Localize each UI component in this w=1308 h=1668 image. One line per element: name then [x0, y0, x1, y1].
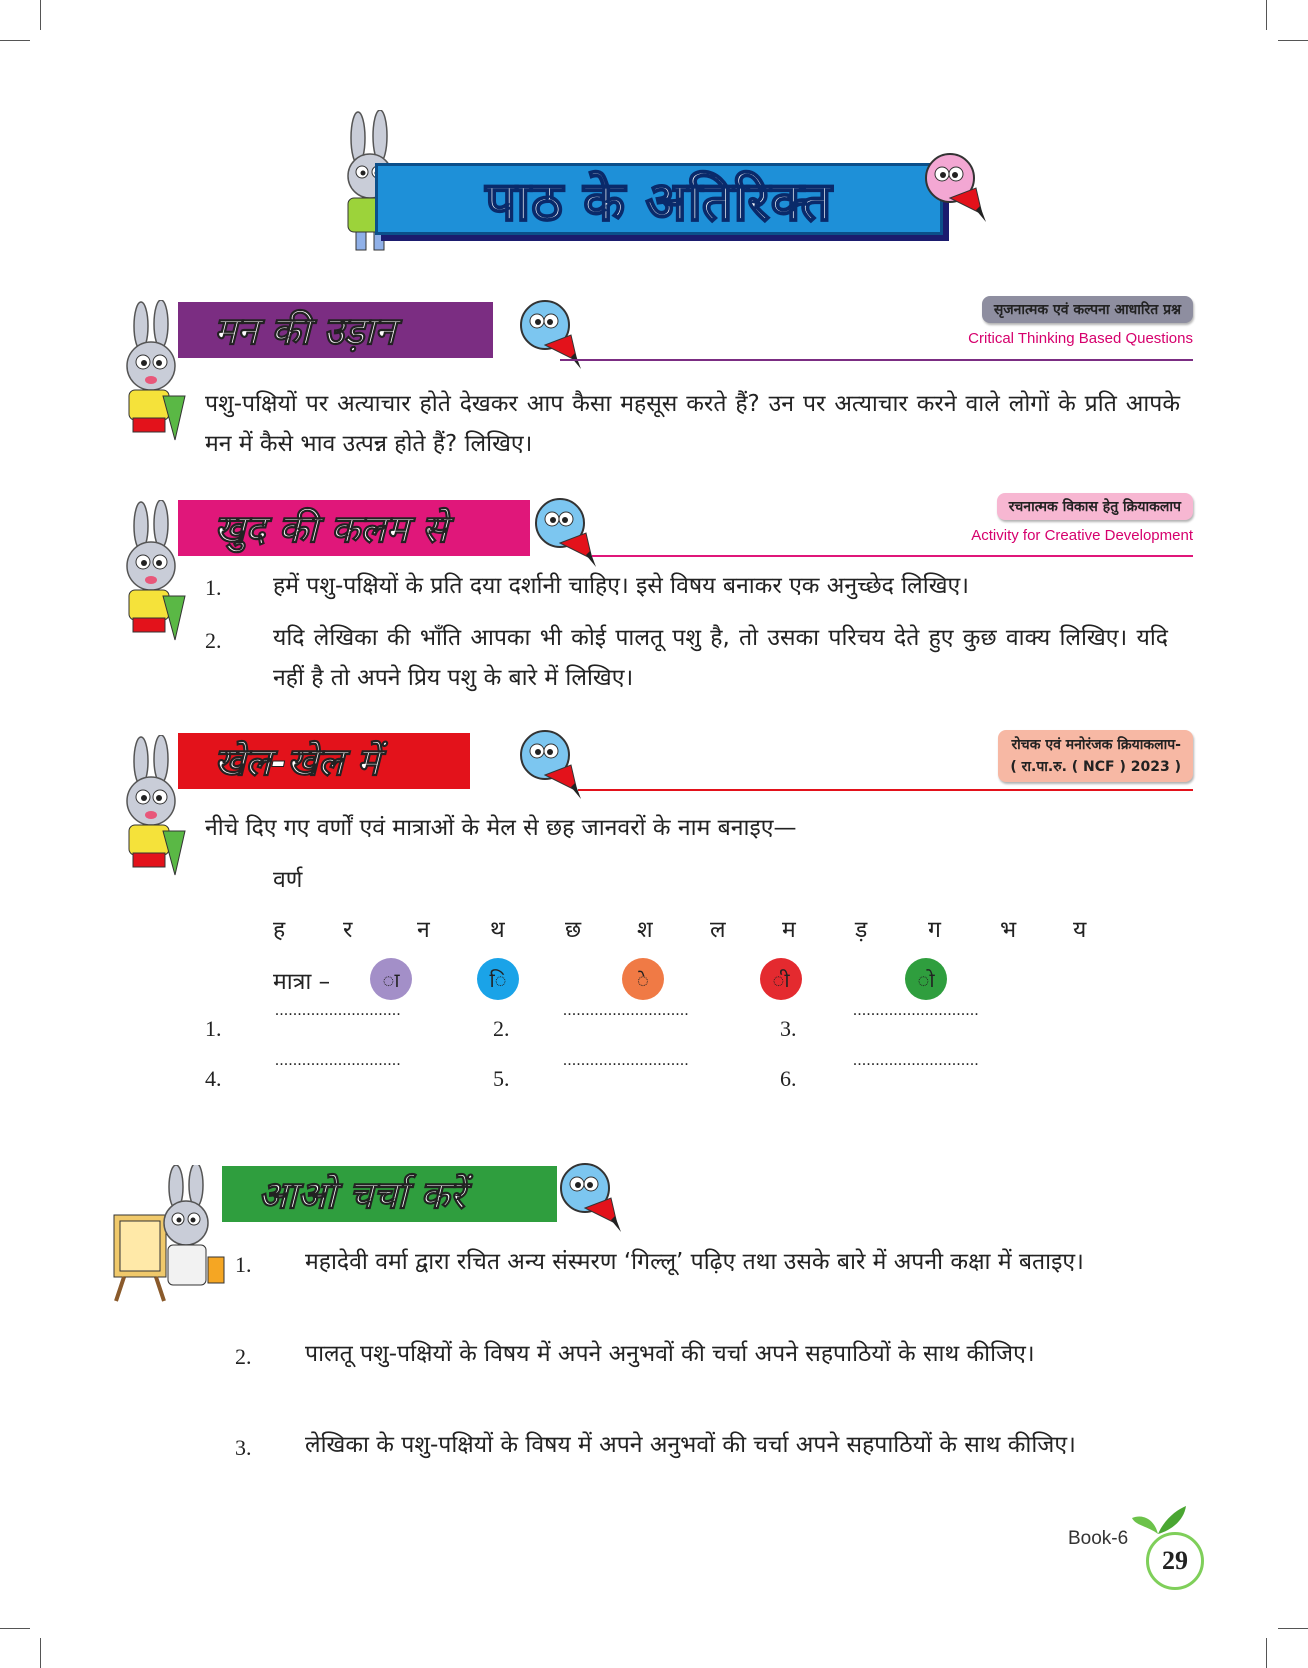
matra-circle [760, 958, 802, 1000]
pencil-mascot-icon [920, 148, 990, 228]
crop-mark [40, 0, 41, 30]
answer-blank[interactable]: ............................ [275, 1002, 401, 1019]
section3-badge [998, 730, 1193, 782]
varna-letter: छ [565, 917, 582, 943]
section3-instruction: नीचे दिए गए वर्णों एवं मात्राओं के मेल से छह जानवरों के नाम बनाइए— [205, 815, 797, 841]
crop-mark [1278, 40, 1308, 41]
section2-item-text: यदि लेखिका की भाँति आपका भी कोई पालतू पशु है, तो उसका परिचय देते हुए कुछ वाक्य लिखिए। यदि नहीं है तो अपने प्रिय पशु के बारे में लिखिए। [273, 625, 1168, 691]
page-title: पाठ के अतिरिक्त [485, 170, 833, 233]
varna-letter: ग [928, 917, 941, 943]
section4-item-number: 1. [235, 1252, 252, 1277]
section2-title: खुद की कलम से [214, 507, 448, 551]
varna-letter: ल [710, 917, 726, 943]
section3-header [178, 733, 470, 789]
blank-number: 6. [780, 1066, 797, 1091]
crop-mark [40, 1638, 41, 1668]
matra-sign: ि [489, 967, 507, 992]
section2-item-number: 2. [205, 628, 222, 653]
varna-label: वर्ण [273, 867, 303, 893]
varna-letter: र [343, 917, 353, 943]
title-banner [375, 163, 943, 235]
varna-letter: भ [1000, 917, 1017, 943]
page-number: 29 [1162, 1546, 1188, 1575]
varna-letter: श [637, 917, 653, 943]
section4-item-text: पालतू पशु-पक्षियों के विषय में अपने अनुभवों की चर्चा अपने सहपाठियों के साथ कीजिए। [305, 1341, 1035, 1367]
blank-number: 3. [780, 1016, 797, 1041]
varna-letter: न [417, 917, 430, 943]
matra-circle [370, 958, 412, 1000]
pencil-mascot-icon [515, 295, 590, 375]
matra-circle [905, 958, 947, 1000]
leaf-icon [1128, 1500, 1188, 1536]
matra-label: मात्रा – [273, 969, 331, 995]
pencil-mascot-icon [555, 1158, 630, 1238]
blank-number: 2. [493, 1016, 510, 1041]
section4-header [222, 1166, 557, 1222]
answer-blank[interactable]: ............................ [853, 1002, 979, 1019]
pencil-mascot-icon [530, 493, 605, 573]
matra-sign: ो [917, 967, 935, 992]
crop-mark [0, 40, 30, 41]
section2-item-number: 1. [205, 575, 222, 600]
matra-sign: े [637, 967, 649, 992]
crop-mark [1266, 0, 1267, 30]
section3-rule [578, 789, 1193, 791]
section1-header [178, 302, 493, 358]
section4-item-number: 2. [235, 1344, 252, 1369]
book-label: Book-6 [1068, 1528, 1129, 1549]
varna-letter: थ [490, 917, 505, 943]
section4-item-text: महादेवी वर्मा द्वारा रचित अन्य संस्मरण ‘गिल्लू’ पढ़िए तथा उसके बारे में अपनी कक्षा में बताइए। [305, 1249, 1084, 1275]
bunny-painter-mascot [110, 1165, 230, 1305]
varna-letter: य [1073, 917, 1087, 943]
pencil-mascot-icon [515, 725, 590, 805]
section2-rule [592, 555, 1193, 557]
blank-number: 1. [205, 1016, 222, 1041]
answer-blank[interactable]: ............................ [563, 1052, 689, 1069]
answer-blank[interactable]: ............................ [275, 1052, 401, 1069]
matra-sign: ी [772, 967, 790, 992]
section1-badge: सृजनात्मक एवं कल्पना आधारित प्रश्न [982, 296, 1193, 323]
section2-header [178, 500, 530, 556]
section3-badge-line2: ( रा.पा.रु. ( NCF ) 2023 ) [1010, 759, 1181, 775]
section3-badge-line1: रोचक एवं मनोरंजक क्रियाकलाप- [1011, 737, 1181, 753]
matra-circle [622, 958, 664, 1000]
section2-item-text: हमें पशु-पक्षियों के प्रति दया दर्शानी चाहिए। इसे विषय बनाकर एक अनुच्छेद लिखिए। [273, 573, 969, 599]
section4-item-text: लेखिका के पशु-पक्षियों के विषय में अपने अनुभवों की चर्चा अपने सहपाठियों के साथ कीजिए। [305, 1432, 1076, 1458]
varna-letter: म [782, 917, 796, 943]
answer-blank[interactable]: ............................ [563, 1002, 689, 1019]
section1-badge-en: Critical Thinking Based Questions [968, 330, 1193, 347]
matra-sign: ा [382, 967, 400, 992]
matra-circle [477, 958, 519, 1000]
section2-badge: रचनात्मक विकास हेतु क्रियाकलाप [997, 493, 1193, 520]
section1-rule [560, 359, 1193, 361]
crop-mark [1278, 1628, 1308, 1629]
section3-title: खेल-खेल में [214, 740, 380, 784]
varna-letter: ह [273, 917, 286, 943]
section4-title: आओ चर्चा करें [258, 1173, 465, 1217]
section4-item-number: 3. [235, 1435, 252, 1460]
blank-number: 4. [205, 1066, 222, 1091]
answer-blank[interactable]: ............................ [853, 1052, 979, 1069]
page-number-circle [1146, 1532, 1204, 1590]
crop-mark [0, 1628, 30, 1629]
blank-number: 5. [493, 1066, 510, 1091]
section1-title: मन की उड़ान [214, 309, 396, 353]
section2-badge-en: Activity for Creative Development [971, 527, 1193, 544]
crop-mark [1266, 1638, 1267, 1668]
section1-question: पशु-पक्षियों पर अत्याचार होते देखकर आप कैसा महसूस करते हैं? उन पर अत्याचार करने वाले लोगों के प्रति आपके मन में कैसे भाव उत्पन्न होते हैं? लिखिए। [205, 391, 1180, 457]
varna-letter: ड़ [855, 917, 868, 943]
